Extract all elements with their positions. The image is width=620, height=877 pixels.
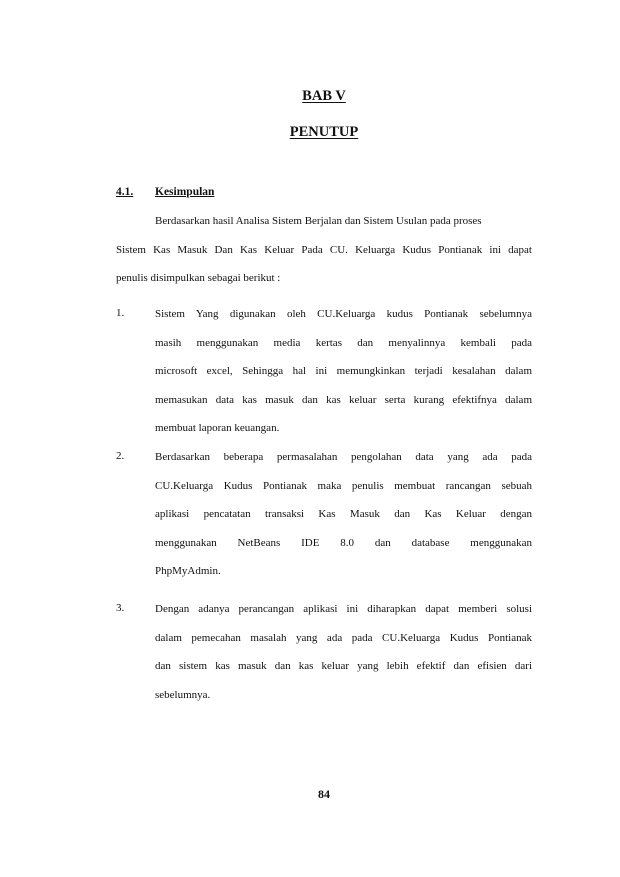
list-item-line: masih menggunakan media kertas dan menyalinnya kembali pada [155, 336, 532, 349]
intro-line: Berdasarkan hasil Analisa Sistem Berjalan dan Sistem Usulan pada proses [155, 215, 482, 227]
list-item [155, 595, 532, 709]
list-item-line: sebelumnya. [155, 688, 211, 701]
list-item [155, 300, 532, 443]
intro-line: Sistem Kas Masuk Dan Kas Keluar Pada CU. Keluarga Kudus Pontianak ini dapat [116, 243, 532, 256]
list-item-line: menggunakan NetBeans IDE 8.0 dan database menggunakan [155, 536, 532, 549]
section-number: 4.1. [116, 186, 134, 198]
list-item-line: memasukan data kas masuk dan kas keluar serta kurang efektifnya dalam [155, 393, 532, 406]
list-item-line: PhpMyAdmin. [155, 565, 221, 577]
list-item-line: microsoft excel, Sehingga hal ini memungkinkan terjadi kesalahan dalam [155, 365, 532, 377]
list-item-number: 2. [116, 450, 125, 462]
list-item-line: membuat laporan keuangan. [155, 422, 280, 434]
chapter-title: PENUTUP [289, 124, 359, 140]
list-item-line: Sistem Yang digunakan oleh CU.Keluarga kudus Pontianak sebelumnya [155, 308, 532, 320]
page-number: 84 [318, 787, 330, 801]
list-item-number: 1. [116, 307, 125, 319]
section-title: Kesimpulan [155, 186, 215, 198]
list-item-line: CU.Keluarga Kudus Pontianak maka penulis membuat rancangan sebuah [155, 479, 532, 492]
list-item-line: aplikasi pencatatan transaksi Kas Masuk dan Kas Keluar dengan [155, 508, 532, 520]
list-item-line: dan sistem kas masuk dan kas keluar yang lebih efektif dan efisien dari [155, 660, 532, 672]
list-item-line: dalam pemecahan masalah yang ada pada CU.Keluarga Kudus Pontianak [155, 631, 532, 644]
list-item-line: Dengan adanya perancangan aplikasi ini diharapkan dapat memberi solusi [155, 603, 532, 615]
intro-line: penulis disimpulkan sebagai berikut : [116, 272, 281, 284]
intro-paragraph [116, 207, 532, 293]
chapter-label: BAB V [302, 88, 346, 104]
list-item [155, 443, 532, 586]
list-item-line: Berdasarkan beberapa permasalahan pengolahan data yang ada pada [155, 451, 532, 463]
list-item-number: 3. [116, 602, 125, 614]
